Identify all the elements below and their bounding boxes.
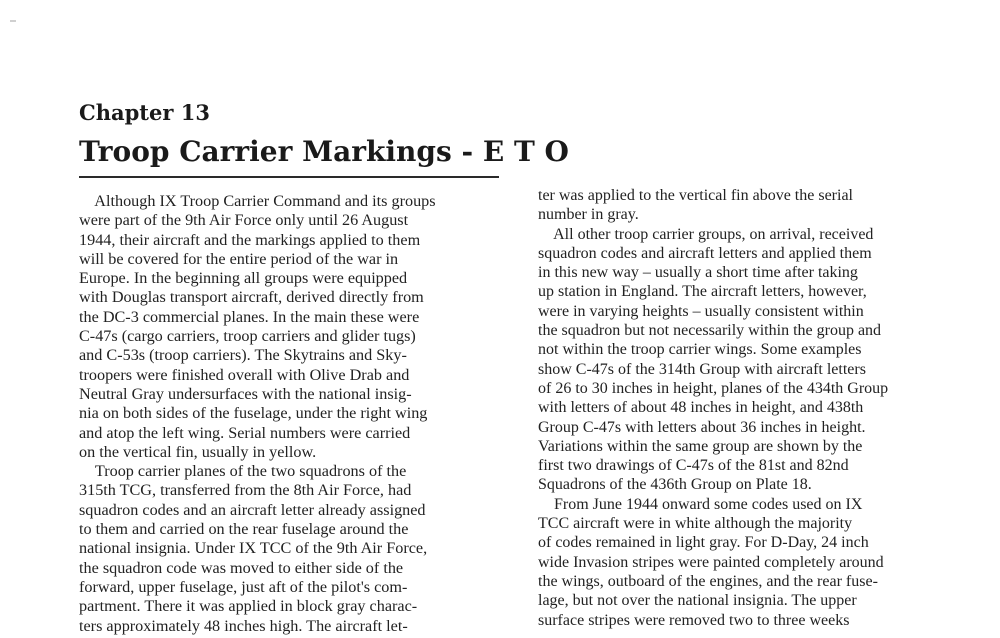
scan-artifact	[10, 20, 16, 22]
title-rule	[79, 176, 499, 178]
text-line: with Douglas transport aircraft, derived directly from	[79, 288, 424, 307]
text-line: TCC aircraft were in white although the majority	[538, 515, 853, 533]
text-line: up station in England. The aircraft letters, however,	[538, 283, 867, 301]
text-line: were part of the 9th Air Force only until 26 August	[79, 211, 409, 230]
text-line: squadron codes and aircraft letters and applied them	[538, 244, 872, 262]
right-column	[538, 186, 958, 630]
text-line: ter was applied to the vertical fin above the serial	[538, 187, 853, 204]
text-line: Group C-47s with letters about 36 inches in height.	[538, 418, 866, 436]
text-line: Although IX Troop Carrier Command and its groups	[79, 192, 436, 210]
text-line: Neutral Gray undersurfaces with the national insig-	[79, 384, 412, 403]
text-line: the squadron code was moved to either side of the	[79, 558, 404, 577]
text-line: and C-53s (troop carriers). The Skytrains and Sky-	[79, 346, 407, 365]
text-line: of codes remained in light gray. For D-Day, 24 inch	[538, 534, 869, 552]
text-line: the squadron but not necessarily within the group and	[538, 322, 882, 340]
text-line: squadron codes and an aircraft letter already assigned	[79, 500, 426, 519]
text-line: and atop the left wing. Serial numbers were carried	[79, 423, 411, 442]
chapter-title: Troop Carrier Markings - E T O	[79, 135, 569, 168]
text-line: will be covered for the entire period of the war in	[79, 249, 399, 268]
text-line: lage, but not over the national insignia. The upper	[538, 592, 857, 610]
text-line: troopers were finished overall with Olive Drab and	[79, 365, 410, 384]
text-line: Troop carrier planes of the two squadrons of the	[79, 462, 407, 481]
text-line: in this new way – usually a short time after taking	[538, 264, 858, 282]
text-line: the DC-3 commercial planes. In the main these were	[79, 307, 420, 326]
text-line: nia on both sides of the fuselage, under the right wing	[79, 404, 428, 423]
text-line: forward, upper fuselage, just aft of the pilot's com-	[79, 577, 408, 596]
text-line: on the vertical fin, usually in yellow.	[79, 442, 317, 461]
text-line: Variations within the same group are shown by the	[538, 437, 863, 455]
text-line: 1944, their aircraft and the markings applied to them	[79, 230, 421, 249]
text-line: number in gray.	[538, 206, 639, 224]
text-line: 315th TCG, transferred from the 8th Air Force, had	[79, 481, 412, 500]
text-line: From June 1944 onward some codes used on IX	[538, 495, 863, 513]
text-line: show C-47s of the 314th Group with aircraft letters	[538, 360, 866, 378]
text-line: national insignia. Under IX TCC of the 9th Air Force,	[79, 539, 428, 558]
text-line: wide Invasion stripes were painted completely around	[538, 553, 884, 571]
text-line: with letters of about 48 inches in height, and 438th	[538, 399, 864, 417]
text-line: C-47s (cargo carriers, troop carriers and glider tugs)	[79, 327, 416, 346]
text-line: first two drawings of C-47s of the 81st and 82nd	[538, 457, 849, 475]
text-line: ters approximately 48 inches high. The aircraft let-	[79, 616, 408, 635]
text-line: Squadrons of the 436th Group on Plate 18.	[538, 476, 812, 494]
text-line: partment. There it was applied in block gray charac-	[79, 597, 418, 616]
left-column	[79, 192, 503, 636]
chapter-label: Chapter 13	[79, 100, 210, 125]
text-line: All other troop carrier groups, on arrival, received	[538, 225, 874, 243]
text-line: were in varying heights – usually consistent within	[538, 302, 864, 320]
text-line: surface stripes were removed two to three weeks	[538, 611, 850, 629]
text-line: Europe. In the beginning all groups were equipped	[79, 269, 408, 288]
text-line: to them and carried on the rear fuselage around the	[79, 520, 409, 539]
text-line: of 26 to 30 inches in height, planes of the 434th Group	[538, 379, 889, 397]
text-line: the wings, outboard of the engines, and the rear fuse-	[538, 572, 878, 590]
text-line: not within the troop carrier wings. Some examples	[538, 341, 862, 359]
